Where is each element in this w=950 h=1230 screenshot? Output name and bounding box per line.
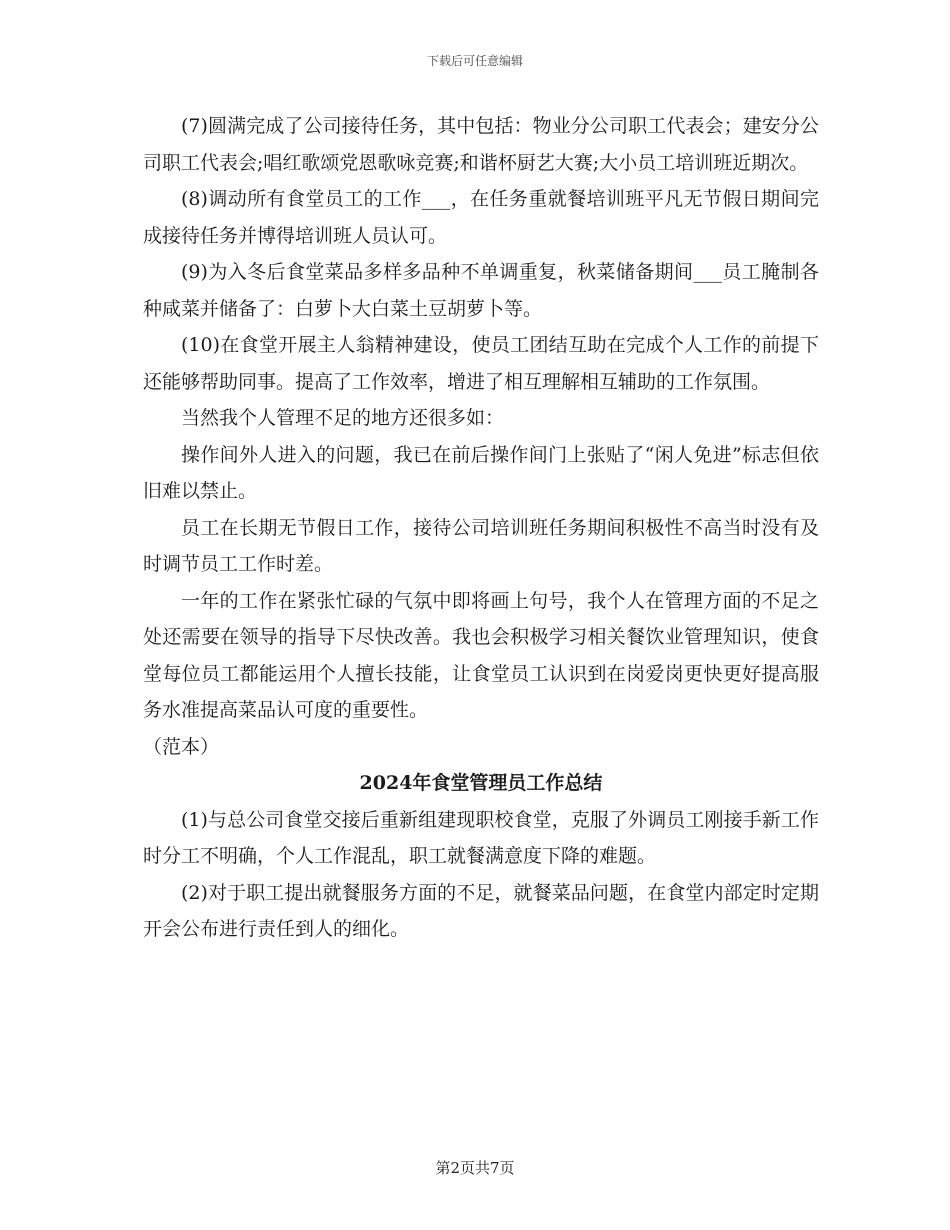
page-header: 下载后可任意编辑 bbox=[426, 54, 523, 68]
paragraph-item-9: (9)为入冬后食堂菜品多样多品种不单调重复，秋菜储备期间___员工腌制各种咸菜并储备了：白萝卜大白菜土豆胡萝卜等。 bbox=[143, 261, 819, 320]
section-title: 2024年食堂管理员工作总结 bbox=[359, 772, 603, 794]
document-body bbox=[143, 108, 819, 948]
paragraph-shortcomings-intro: 当然我个人管理不足的地方还很多如： bbox=[181, 407, 505, 429]
paragraph-item-8: (8)调动所有食堂员工的工作___，在任务重就餐培训班平凡无节假日期间完成接待任务并博得培训班人员认可。 bbox=[143, 188, 819, 247]
paragraph-shortcoming-1: 操作间外人进入的问题，我已在前后操作间门上张贴了“闲人免进”标志但依旧难以禁止。 bbox=[143, 443, 819, 502]
paragraph-conclusion: 一年的工作在紧张忙碌的气氛中即将画上句号，我个人在管理方面的不足之处还需要在领导的指导下尽快改善。我也会积极学习相关餐饮业管理知识，使食堂每位员工都能运用个人擅长技能，让食堂员工认识到在岗爱岗更快更好提高服务水准提高菜品认可度的重要性。 bbox=[143, 589, 819, 721]
paragraph-item-10: (10)在食堂开展主人翁精神建设，使员工团结互助在完成个人工作的前提下还能够帮助同事。提高了工作效率，增进了相互理解相互辅助的工作氛围。 bbox=[143, 334, 819, 393]
sample-note: （范本） bbox=[143, 735, 220, 758]
paragraph-item-7: (7)圆满完成了公司接待任务，其中包括：物业分公司职工代表会；建安分公司职工代表会;唱红歌颂党恩歌咏竞赛;和谐杯厨艺大赛;大小员工培训班近期次。 bbox=[143, 115, 819, 174]
paragraph-item-1: (1)与总公司食堂交接后重新组建现职校食堂，克服了外调员工刚接手新工作时分工不明确，个人工作混乱，职工就餐满意度下降的难题。 bbox=[143, 808, 819, 867]
paragraph-item-2: (2)对于职工提出就餐服务方面的不足，就餐菜品问题，在食堂内部定时定期开会公布进行责任到人的细化。 bbox=[143, 881, 819, 940]
page-footer: 第2页共7页 bbox=[435, 1159, 515, 1177]
paragraph-shortcoming-2: 员工在长期无节假日工作，接待公司培训班任务期间积极性不高当时没有及时调节员工工作时差。 bbox=[143, 516, 819, 575]
